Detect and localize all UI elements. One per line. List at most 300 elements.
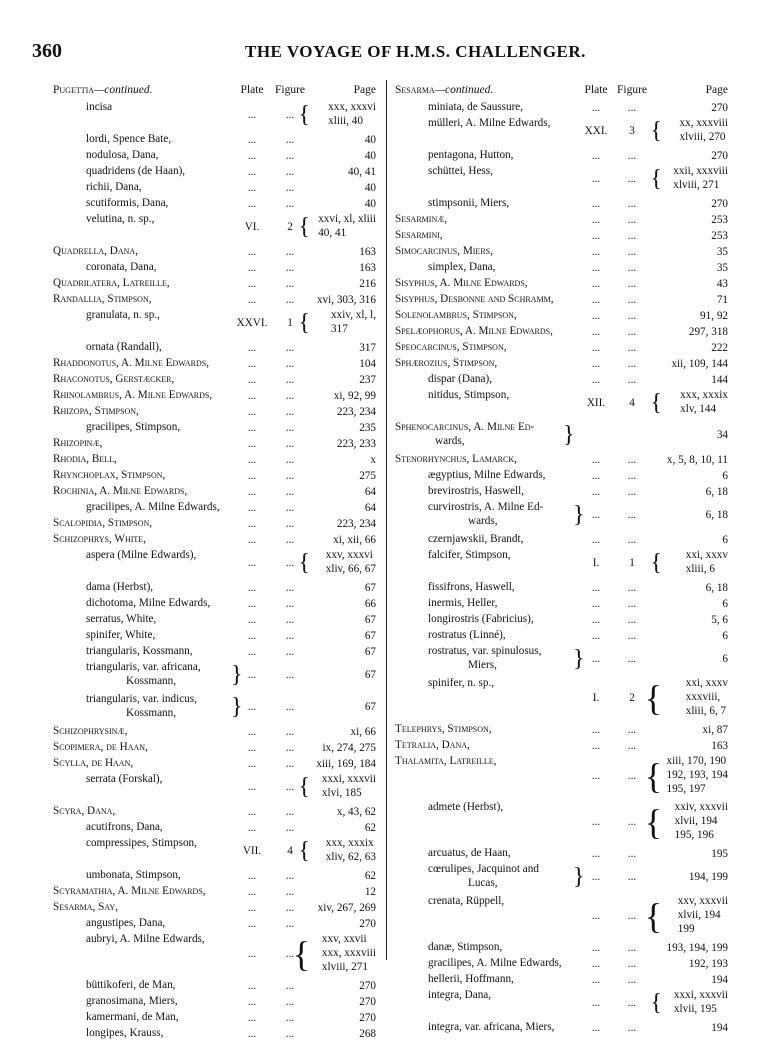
taxon-name: velutina, n. sp.,: [86, 213, 155, 225]
figure-ref: ...: [627, 326, 637, 338]
plate-ref: ...: [591, 770, 601, 782]
figure-ref: ...: [285, 870, 295, 882]
index-entry: [53, 820, 376, 836]
index-entry: [53, 836, 376, 868]
index-entry: [53, 356, 376, 372]
plate-ref: ...: [591, 214, 601, 226]
figure-ref: 4: [287, 845, 293, 857]
plate-ref: ...: [247, 598, 257, 610]
page-ref: x: [370, 454, 376, 466]
brace-symbol: {: [650, 118, 662, 144]
figure-ref: ...: [285, 646, 295, 658]
brace-symbol: }: [573, 502, 585, 528]
entry-name: [86, 132, 171, 146]
taxon-name: compressipes, Stimpson,: [86, 837, 197, 849]
page-ref: 40: [364, 150, 376, 162]
figure-ref: ...: [285, 1012, 295, 1024]
brace-symbol: }: [573, 646, 585, 672]
taxon-name: Speocarcinus, Stimpson,: [395, 341, 507, 353]
index-entry: [395, 260, 728, 276]
entry-name: [428, 164, 493, 178]
figure-ref: ...: [627, 974, 637, 986]
taxon-name: rostratus, var. spinulosus,: [428, 645, 542, 657]
figure-ref: ...: [285, 948, 295, 960]
figure-ref: ...: [627, 198, 637, 210]
page-ref: 237: [359, 374, 376, 386]
taxon-name: lordi, Spence Bate,: [86, 133, 172, 145]
index-entry: [53, 212, 376, 244]
page-ref: 194: [711, 1022, 728, 1034]
entry-name: [395, 308, 517, 322]
page-ref: 40, 41: [318, 227, 347, 239]
taxon-name: stimpsonii, Miers,: [428, 197, 510, 209]
index-entry: [53, 628, 376, 644]
brace-symbol: {: [644, 896, 662, 936]
page-ref: xlviii, 270: [679, 131, 726, 143]
index-entry: [53, 548, 376, 580]
figure-ref: ...: [627, 942, 637, 954]
page-ref: xiii, 170, 190: [666, 755, 727, 767]
figure-ref: 4: [629, 397, 635, 409]
plate-ref: ...: [591, 974, 601, 986]
page-ref: 270: [711, 102, 728, 114]
plate-ref: ...: [247, 358, 257, 370]
index-entry: [53, 868, 376, 884]
plate-ref: ...: [591, 294, 601, 306]
plate-ref: ...: [591, 509, 601, 521]
figure-ref: ...: [285, 182, 295, 194]
index-entry: [53, 692, 376, 724]
taxon-name: kamermani, de Man,: [86, 1011, 179, 1023]
plate-ref: ...: [247, 996, 257, 1008]
brace-symbol: {: [644, 756, 662, 796]
page-ref: 71: [716, 294, 728, 306]
index-entry: [395, 628, 728, 644]
taxon-name: mülleri, A. Milne Edwards,: [428, 117, 551, 129]
page-ref-block: [322, 772, 376, 800]
entry-name: [428, 116, 550, 130]
page-ref: 270: [359, 980, 376, 992]
brace-symbol: {: [298, 774, 310, 800]
page-ref-block: [674, 988, 728, 1016]
taxon-name: Quadrilatera, Latreille,: [53, 277, 170, 289]
entry-name: [395, 722, 492, 736]
page-ref: 194: [711, 974, 728, 986]
page-ref: 270: [359, 996, 376, 1008]
brace-symbol: {: [650, 390, 662, 416]
page-ref: 268: [359, 1028, 376, 1040]
plate-ref: ...: [247, 646, 257, 658]
page-ref: xi, xii, 66: [333, 534, 376, 546]
page-ref: xlvi, 185: [321, 787, 362, 799]
entry-name: [86, 1026, 163, 1040]
entry-name: [428, 676, 494, 690]
brace-symbol: {: [650, 990, 662, 1016]
taxon-name: gracilipes, A. Milne Edwards,: [428, 957, 562, 969]
figure-ref: ...: [627, 598, 637, 610]
plate-ref: ...: [247, 870, 257, 882]
entry-name: [86, 916, 165, 930]
taxon-name: quadridens (de Haan),: [86, 165, 186, 177]
taxon-name: integra, Dana,: [428, 989, 492, 1001]
page-ref: 270: [359, 1012, 376, 1024]
plate-ref: ...: [247, 918, 257, 930]
taxon-name-cont: Kossmann,: [126, 707, 177, 719]
figure-ref: ...: [285, 557, 295, 569]
page-ref: xi, 66: [350, 726, 376, 738]
taxon-name: integra, var. africana, Miers,: [428, 1021, 555, 1033]
figure-ref: ...: [627, 724, 637, 736]
taxon-name: rostratus (Linné),: [428, 629, 506, 641]
plate-ref: XXI.: [584, 125, 608, 137]
figure-ref: ...: [627, 342, 637, 354]
taxon-name: Scalopidia, Stimpson,: [53, 517, 153, 529]
figure-ref: ...: [285, 614, 295, 626]
index-entry: [395, 340, 728, 356]
index-entry: [53, 724, 376, 740]
entry-name: [395, 738, 470, 752]
index-entry: [395, 116, 728, 148]
page-ref: 192, 193, 194: [666, 769, 728, 781]
taxon-name-cont: wards,: [468, 515, 498, 527]
page-ref: xlv, 144: [680, 403, 717, 415]
figure-ref: ...: [285, 278, 295, 290]
entry-name: [53, 884, 206, 898]
plate-ref: I.: [592, 692, 600, 704]
taxon-name: coronata, Dana,: [86, 261, 157, 273]
plate-ref: ...: [247, 278, 257, 290]
index-entry: [395, 548, 728, 580]
figure-ref: ...: [285, 918, 295, 930]
plate-ref: ...: [591, 173, 601, 185]
index-entry: [395, 324, 728, 340]
index-entry: [53, 196, 376, 212]
plate-ref: ...: [247, 454, 257, 466]
entry-name: [428, 500, 543, 528]
index-entry: [53, 164, 376, 180]
figure-ref: ...: [285, 822, 295, 834]
figure-ref: ...: [627, 470, 637, 482]
plate-ref: ...: [591, 630, 601, 642]
plate-ref: ...: [247, 781, 257, 793]
plate-ref: ...: [591, 230, 601, 242]
figure-ref: ...: [627, 997, 637, 1009]
page-number: 360: [32, 40, 62, 62]
entry-name: [395, 228, 443, 242]
entry-name: [428, 196, 509, 210]
page-ref-block: [326, 548, 376, 576]
index-entry: [395, 468, 728, 484]
plate-ref: ...: [591, 997, 601, 1009]
plate-ref: ...: [591, 470, 601, 482]
brace-symbol: {: [298, 838, 310, 864]
page-ref: 67: [364, 582, 376, 594]
page-ref-block: [680, 116, 728, 144]
index-entry: [395, 580, 728, 596]
taxon-name: Simocarcinus, Miers,: [395, 245, 493, 257]
page-ref: xxv, xxvii: [321, 933, 367, 945]
index-entry: [53, 900, 376, 916]
figure-ref: ...: [285, 902, 295, 914]
page-ref: xliii, 40: [328, 115, 363, 127]
taxon-name: Scopimera, de Haan,: [53, 741, 148, 753]
brace-symbol: {: [298, 550, 310, 576]
plate-ref: ...: [247, 486, 257, 498]
brace-symbol: {: [650, 550, 662, 576]
page-ref-block: [666, 754, 728, 796]
taxon-name: Sphærozius, Stimpson,: [395, 357, 498, 369]
figure-ref: ...: [627, 1022, 637, 1034]
taxon-name: schüttei, Hess,: [428, 165, 493, 177]
figure-ref: ...: [285, 134, 295, 146]
page-ref: 104: [359, 358, 376, 370]
plate-ref: ...: [247, 502, 257, 514]
index-entry: [53, 772, 376, 804]
index-entry: [53, 292, 376, 308]
entry-name: [53, 532, 146, 546]
entry-name: [428, 580, 515, 594]
taxon-name: Scyramathia, A. Milne Edwards,: [53, 885, 206, 897]
page-ref: xlviii, 271: [673, 179, 720, 191]
index-entry: [53, 404, 376, 420]
page-ref-block: [673, 164, 728, 192]
plate-ref: ...: [247, 886, 257, 898]
entry-name: [86, 148, 158, 162]
index-entry: [395, 722, 728, 738]
entry-name: [428, 532, 523, 546]
taxon-name: simplex, Dana,: [428, 261, 496, 273]
entry-name: [86, 196, 168, 210]
entry-name: [86, 1010, 179, 1024]
entry-name: [86, 580, 153, 594]
plate-ref: ...: [247, 262, 257, 274]
figure-ref: ...: [627, 816, 637, 828]
page-ref: 5, 6: [711, 614, 728, 626]
index-entry: [395, 196, 728, 212]
index-entry: [395, 308, 728, 324]
page-ref-block: [678, 894, 728, 936]
plate-ref: ...: [247, 182, 257, 194]
plate-ref: ...: [591, 740, 601, 752]
brace-symbol: }: [563, 422, 575, 448]
plate-ref: ...: [247, 134, 257, 146]
plate-ref: ...: [591, 724, 601, 736]
index-entry: [53, 596, 376, 612]
plate-ref: ...: [247, 438, 257, 450]
page-ref: 67: [364, 701, 376, 713]
entry-name: [395, 754, 496, 768]
plate-ref: ...: [591, 310, 601, 322]
entry-name: [86, 596, 210, 610]
entry-name: [428, 988, 491, 1002]
plate-header: Plate: [584, 84, 608, 96]
plate-ref: ...: [247, 406, 257, 418]
page-ref: 270: [359, 918, 376, 930]
index-entry: [395, 228, 728, 244]
entry-name: [53, 404, 139, 418]
page-ref: 67: [364, 614, 376, 626]
page-ref: 195: [711, 848, 728, 860]
index-entry: [53, 516, 376, 532]
taxon-name: Spelæophorus, A. Milne Edwards,: [395, 325, 553, 337]
plate-ref: ...: [247, 198, 257, 210]
figure-ref: ...: [627, 630, 637, 642]
taxon-name: acutifrons, Dana,: [86, 821, 163, 833]
page-ref-block: [331, 308, 376, 336]
page-ref: xxii, xxxviii: [673, 165, 728, 177]
figure-ref: ...: [285, 406, 295, 418]
index-entry: [53, 148, 376, 164]
taxon-name: nitidus, Stimpson,: [428, 389, 510, 401]
plate-ref: ...: [247, 422, 257, 434]
page-ref: 40, 41: [348, 166, 376, 178]
index-entry: [53, 994, 376, 1010]
taxon-name: falcifer, Stimpson,: [428, 549, 511, 561]
index-entry: [53, 740, 376, 756]
page-ref: 91, 92: [700, 310, 728, 322]
entry-name: [53, 804, 115, 818]
taxon-name: miniata, de Saussure,: [428, 101, 524, 113]
page-ref: xliii, 6: [685, 563, 715, 575]
entry-name: [86, 772, 162, 786]
figure-ref: 3: [629, 125, 635, 137]
figure-ref: ...: [285, 422, 295, 434]
figure-ref: ...: [285, 246, 295, 258]
page-ref: 64: [364, 486, 376, 498]
page-ref: 222: [711, 342, 728, 354]
plate-ref: ...: [247, 822, 257, 834]
page-ref: 192, 193: [688, 958, 728, 970]
figure-ref: ...: [285, 582, 295, 594]
taxon-name: spinifer, White,: [86, 629, 156, 641]
index-column-left: [53, 84, 376, 1040]
taxon-name: Sesarminæ,: [395, 213, 448, 225]
plate-ref: XXVI.: [236, 317, 268, 329]
plate-ref: ...: [247, 806, 257, 818]
figure-ref: ...: [285, 630, 295, 642]
page-ref: 216: [359, 278, 376, 290]
taxon-name: richii, Dana,: [86, 181, 142, 193]
figure-ref: ...: [285, 502, 295, 514]
entry-name: [428, 148, 513, 162]
figure-ref: ...: [285, 1028, 295, 1040]
taxon-name: admete (Herbst),: [428, 801, 504, 813]
entry-name: [86, 692, 197, 720]
figure-ref: ...: [627, 848, 637, 860]
plate-ref: ...: [247, 701, 257, 713]
brace-symbol: {: [644, 678, 662, 718]
taxon-name-cont: Lucas,: [468, 877, 498, 889]
figure-ref: ...: [285, 781, 295, 793]
plate-ref: ...: [247, 470, 257, 482]
page-ref: 40: [364, 134, 376, 146]
taxon-name: Sisyphus, A. Milne Edwards,: [395, 277, 528, 289]
entry-name: [86, 660, 201, 688]
entry-name: [86, 836, 197, 850]
page-ref: xxv, xxxvii: [677, 895, 728, 907]
page-ref: xlviii, 271: [321, 961, 368, 973]
plate-ref: ...: [247, 166, 257, 178]
index-entry: [395, 846, 728, 862]
plate-ref: ...: [247, 630, 257, 642]
figure-ref: ...: [285, 980, 295, 992]
entry-name: [53, 452, 117, 466]
page-ref: 6: [722, 653, 728, 665]
figure-ref: 2: [629, 692, 635, 704]
page-ref: 195, 196: [674, 829, 714, 841]
figure-ref: ...: [627, 102, 637, 114]
index-entry: [395, 532, 728, 548]
entry-name: [53, 724, 127, 738]
continued-label: —continued.: [94, 84, 153, 96]
taxon-name: danæ, Stimpson,: [428, 941, 503, 953]
taxon-name: Rochinia, A. Milne Edwards,: [53, 485, 188, 497]
figure-ref: ...: [627, 509, 637, 521]
taxon-name: angustipes, Dana,: [86, 917, 166, 929]
index-entry: [53, 372, 376, 388]
index-entry: [53, 308, 376, 340]
entry-name: [86, 932, 205, 946]
page-ref: 35: [716, 262, 728, 274]
page-ref: 297, 318: [688, 326, 728, 338]
figure-ref: ...: [627, 454, 637, 466]
page-ref: 6, 18: [705, 509, 728, 521]
page-ref: xlvii, 194: [674, 815, 718, 827]
entry-name: [86, 868, 181, 882]
page-ref: xiv, 267, 269: [317, 902, 376, 914]
page-ref: xvi, 303, 316: [316, 294, 376, 306]
taxon-name: serratus, White,: [86, 613, 157, 625]
entry-name: [53, 516, 152, 530]
plate-ref: ...: [247, 726, 257, 738]
page-ref-block: [322, 932, 376, 974]
index-entry: [395, 484, 728, 500]
figure-ref: ...: [285, 486, 295, 498]
page-ref: 223, 234: [336, 518, 376, 530]
taxon-name: Schizophrys, White,: [53, 533, 146, 545]
page-ref: 195, 197: [666, 783, 706, 795]
page-ref: ix, 274, 275: [322, 742, 376, 754]
plate-ref: ...: [591, 342, 601, 354]
taxon-name: dispar (Dana),: [428, 373, 492, 385]
page-ref: xxiv, xxxvii: [674, 801, 728, 813]
entry-name: [53, 356, 209, 370]
index-entry: [395, 388, 728, 420]
plate-ref: ...: [247, 614, 257, 626]
index-entry: [53, 100, 376, 132]
entry-name: [428, 862, 539, 890]
page-ref: 270: [711, 150, 728, 162]
page-ref: xxx, xxxix: [325, 837, 374, 849]
plate-ref: ...: [591, 486, 601, 498]
index-entry: [395, 644, 728, 676]
figure-ref: ...: [627, 910, 637, 922]
taxon-name: granosimana, Miers,: [86, 995, 178, 1007]
entry-name: [395, 452, 517, 466]
figure-ref: ...: [285, 701, 295, 713]
plate-ref: ...: [591, 278, 601, 290]
index-entry: [53, 260, 376, 276]
brace-symbol: {: [298, 214, 310, 240]
index-entry: [395, 1020, 728, 1036]
taxon-name: Rhinolambrus, A. Milne Edwards,: [53, 389, 213, 401]
page-ref: 40: [364, 182, 376, 194]
plate-ref: ...: [591, 653, 601, 665]
taxon-name: Sesarmini,: [395, 229, 443, 241]
taxon-name: triangularis, Kossmann,: [86, 645, 193, 657]
index-entry: [53, 132, 376, 148]
index-entry: [395, 596, 728, 612]
